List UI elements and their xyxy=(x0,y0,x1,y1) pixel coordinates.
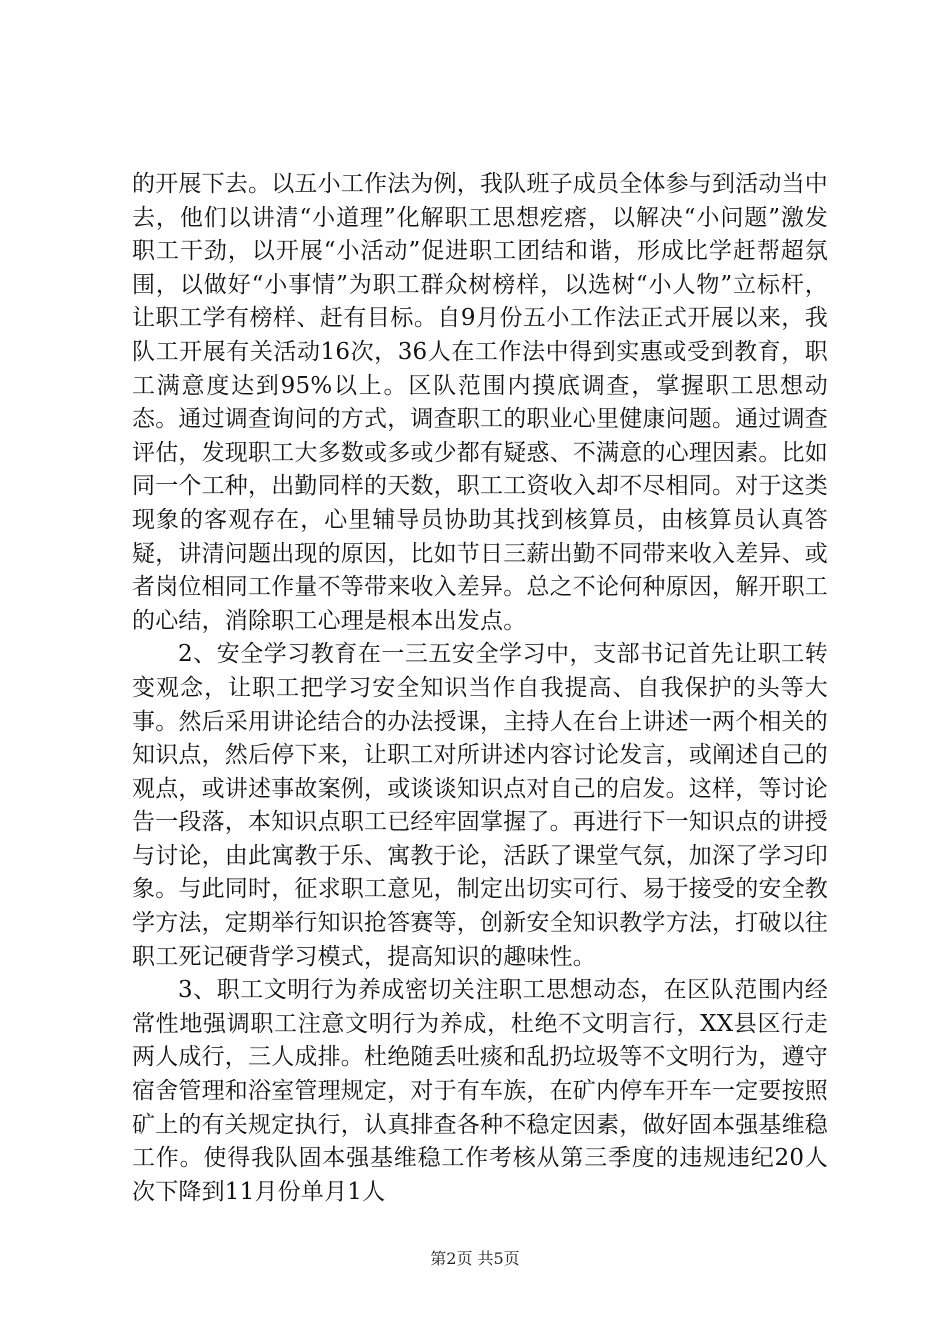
paragraph-civilized-behavior: 3、职工文明行为养成密切关注职工思想动态，在区队范围内经常性地强调职工注意文明行为养成，杜绝不文明言行，XX县区行走两人成行，三人成排。杜绝随丢吐痰和乱扔垃圾等不文明行为，遵守宿舍管理和浴室管理规定，对于有车族，在矿内停车开车一定要按照矿上的有关规定执行，认真排查各种不稳定因素，做好固本强基维稳工作。使得我队固本强基维稳工作考核从第三季度的违规违纪20人次下降到11月份单月1人 xyxy=(132,977,828,1205)
paragraph-safety-education: 2、安全学习教育在一三五安全学习中，支部书记首先让职工转变观念，让职工把学习安全知识当作自我提高、自我保护的头等大事。然后采用讲论结合的办法授课，主持人在台上讲述一两个相关的知识点，然后停下来，让职工对所讲述内容讨论发言，或阐述自己的观点，或讲述事故案例，或谈谈知识点对自己的启发。这样，等讨论告一段落，本知识点职工已经牢固掌握了。再进行下一知识点的讲授与讨论，由此寓教于乐、寓教于论，活跃了课堂气氛，加深了学习印象。与此同时，征求职工意见，制定出切实可行、易于接受的安全教学方法，定期举行知识抢答赛等，创新安全知识教学方法，打破以往职工死记硬背学习模式，提高知识的趣味性。 xyxy=(132,641,828,970)
paragraph-continuation: 的开展下去。以五小工作法为例，我队班子成员全体参与到活动当中去，他们以讲清“小道理”化解职工思想疙瘩，以解决“小问题”激发职工干劲，以开展“小活动”促进职工团结和谐，形成比学赶帮超氛围，以做好“小事情”为职工群众树榜样，以选树“小人物”立标杆，让职工学有榜样、赶有目标。自9月份五小工作法正式开展以来，我队工开展有关活动16次，36人在工作法中得到实惠或受到教育，职工满意度达到95%以上。区队范围内摸底调查，掌握职工思想动态。通过调查询问的方式，调查职工的职业心里健康问题。通过调查评估，发现职工大多数或多或少都有疑惑、不满意的心理因素。比如同一个工种，出勤同样的天数，职工工资收入却不尽相同。对于这类现象的客观存在，心里辅导员协助其找到核算员，由核算员认真答疑，讲清问题出现的原因，比如节日三薪出勤不同带来收入差异、或者岗位相同工作量不等带来收入差异。总之不论何种原因，解开职工的心结，消除职工心理是根本出发点。 xyxy=(132,171,828,634)
document-body xyxy=(132,168,828,1209)
page-footer: 第2页 共5页 xyxy=(430,1249,520,1268)
